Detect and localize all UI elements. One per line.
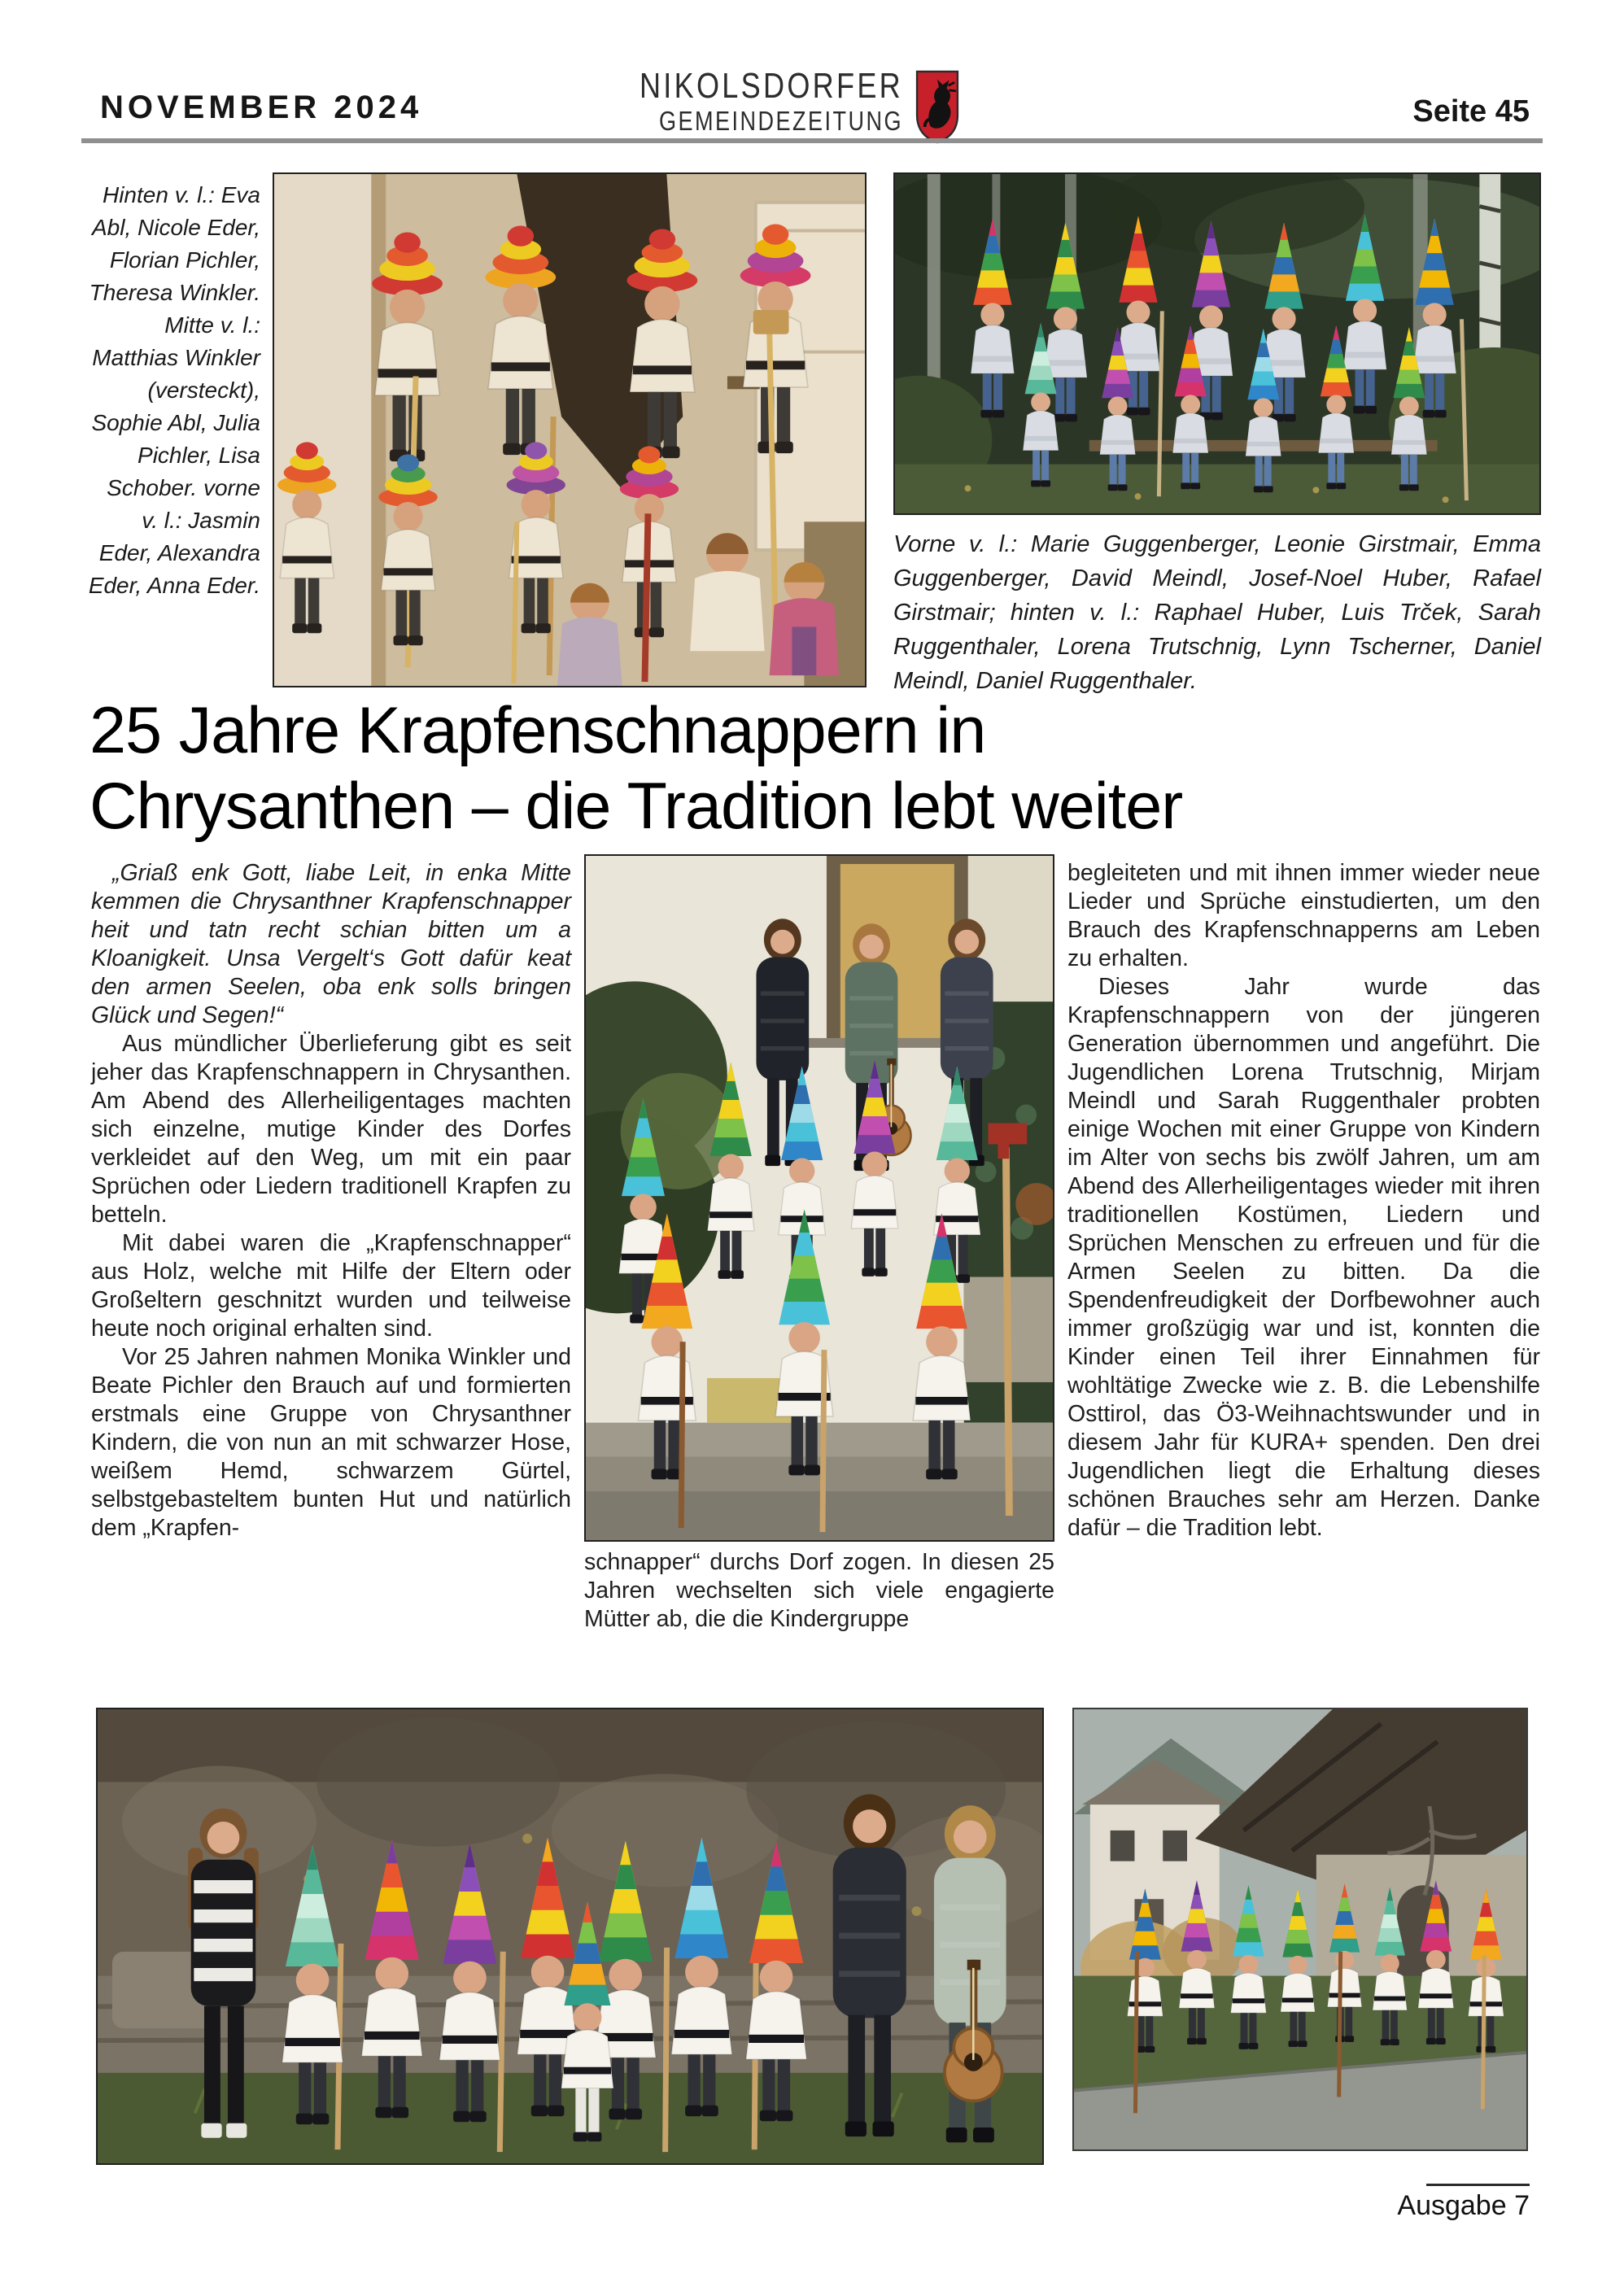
paragraph: Aus mündlicher Überlieferung gibt es seit jeher das Krapfenschnappern in Chrysanthen. Am Abend des Allerheiligentages machten sich einzelne, mutige Kinder des Dorfes verkleidet auf den Weg, um mit ein paar Sprüchen oder Liedern traditionell Krapfen zu betteln. — [91, 1031, 571, 1228]
article-column-1 — [91, 859, 571, 1543]
photo-group-wall — [96, 1708, 1044, 2165]
paragraph: Dieses Jahr wurde das Krapfenschnappern von der jüngeren Generation übernommen und angeführt. Die Jugendlichen Lorena Trutschnig, Mirjam Meindl und Sarah Ruggenthaler probten einige Wochen mit einer Gruppe von Kindern im Alter von sechs bis zwölf Jahren, um am Abend des Allerheiligentages wieder mit ihren traditionellen Kostümen, Liedern und Sprüchen Menschen zu erfreuen und für die Armen Seelen zu bitten. Da die Spendenfreudigkeit der Dorfbewohner auch immer großzügig war und ist, konnten die Kinder einen Teil ihrer Einnahmen für wohltätige Zwecke wie z. B. die Lebenshilfe Osttirol, das Ö3-Weihnachtswunder und in diesem Jahr für KURA+ spenden. Den drei Jugendlichen liegt die Erhaltung dieses schönen Brauches sehr am Herzen. Danke dafür – die Tradition lebt. — [1067, 974, 1540, 1541]
photo-steps-illustration — [586, 856, 1053, 1540]
article-headline — [89, 693, 1554, 844]
caption-archive-photo: Hinten v. l.: Eva Abl, Nicole Eder, Florian Pichler, Theresa Winkler. Mitte v. l.: Matthias Winkler (versteckt), Sophie Abl, Julia Pichler, Lisa Schober. vorne v. l.: Jasmin Eder, Alexandra Eder, Anna Eder. — [88, 182, 260, 598]
page-number: Seite 45 — [1412, 94, 1530, 129]
masthead-title: NIKOLSDORFER — [639, 66, 903, 106]
photo-wall-illustration — [98, 1709, 1042, 2163]
coat-of-arms-icon — [915, 70, 960, 145]
masthead-subtitle: GEMEINDEZEITUNG — [658, 106, 903, 136]
caption-bench-photo: Vorne v. l.: Marie Guggenberger, Leonie Girstmair, Emma Guggenberger, David Meindl, Josef-Noel Huber, Rafael Girstmair; hinten v. l.: Raphael Huber, Luis Trček, Sarah Ruggenthaler, Lorena Trutschnig, Lynn Tscherner, Daniel Meindl, Daniel Ruggenthaler. — [893, 531, 1541, 694]
paragraph: begleiteten und mit ihnen immer wieder neue Lieder und Sprüche einstudierten, um den Brauch des Krapfenschnapperns am Leben zu erhalten. — [1067, 860, 1540, 971]
photo-bench-illustration — [895, 174, 1539, 513]
paragraph: Mit dabei waren die „Krapfenschnapper“ aus Holz, welche mit Hilfe der Eltern oder Großeltern geschnitzt wurden und teilweise heute noch original erhalten sind. — [91, 1230, 571, 1342]
paragraph-dialect-quote: „Griaß enk Gott, liabe Leit, in enka Mitte kemmen die Chrysanthner Krapfenschnapper heit und tatn recht schian bitten um a Kloanigkeit. Unsa Vergelt‘s Gott dafür keat den armen Seelen, oba enk solls bringen Glück und Segen!“ — [91, 860, 571, 1028]
paragraph: Vor 25 Jahren nahmen Monika Winkler und Beate Pichler den Brauch auf und formierten erstmals eine Gruppe von Chrysanthner Kindern, die von nun an mit schwarzer Hose, weißem Hemd, schwarzem Gürtel, selbstgebasteltem bunten Hut und natürlich dem „Krapfen- — [91, 1344, 571, 1541]
article-column-3 — [1067, 859, 1540, 1543]
headline-line-2: Chrysanthen – die Tradition lebt weiter — [89, 770, 1183, 843]
photo-farmhouse-illustration — [1074, 1709, 1526, 2149]
header-rule — [81, 138, 1543, 143]
photo-archive-illustration — [274, 174, 865, 686]
masthead — [521, 67, 903, 137]
photo-group-steps — [584, 854, 1054, 1542]
headline-line-1: 25 Jahre Krapfenschnappern in — [89, 694, 986, 767]
paragraph: schnapper“ durchs Dorf zogen. In diesen 25 Jahren wechselten sich viele engagierte Mütter ab, die die Kindergruppe — [584, 1549, 1054, 1632]
photo-group-farmhouse — [1072, 1708, 1528, 2151]
article-column-2 — [584, 1548, 1054, 1634]
issue-date: NOVEMBER 2024 — [100, 89, 423, 125]
issue-number: Ausgabe 7 — [1397, 2190, 1530, 2221]
photo-archive-group — [273, 172, 867, 687]
photo-group-bench — [893, 172, 1541, 515]
footer-rule — [1426, 2184, 1530, 2186]
